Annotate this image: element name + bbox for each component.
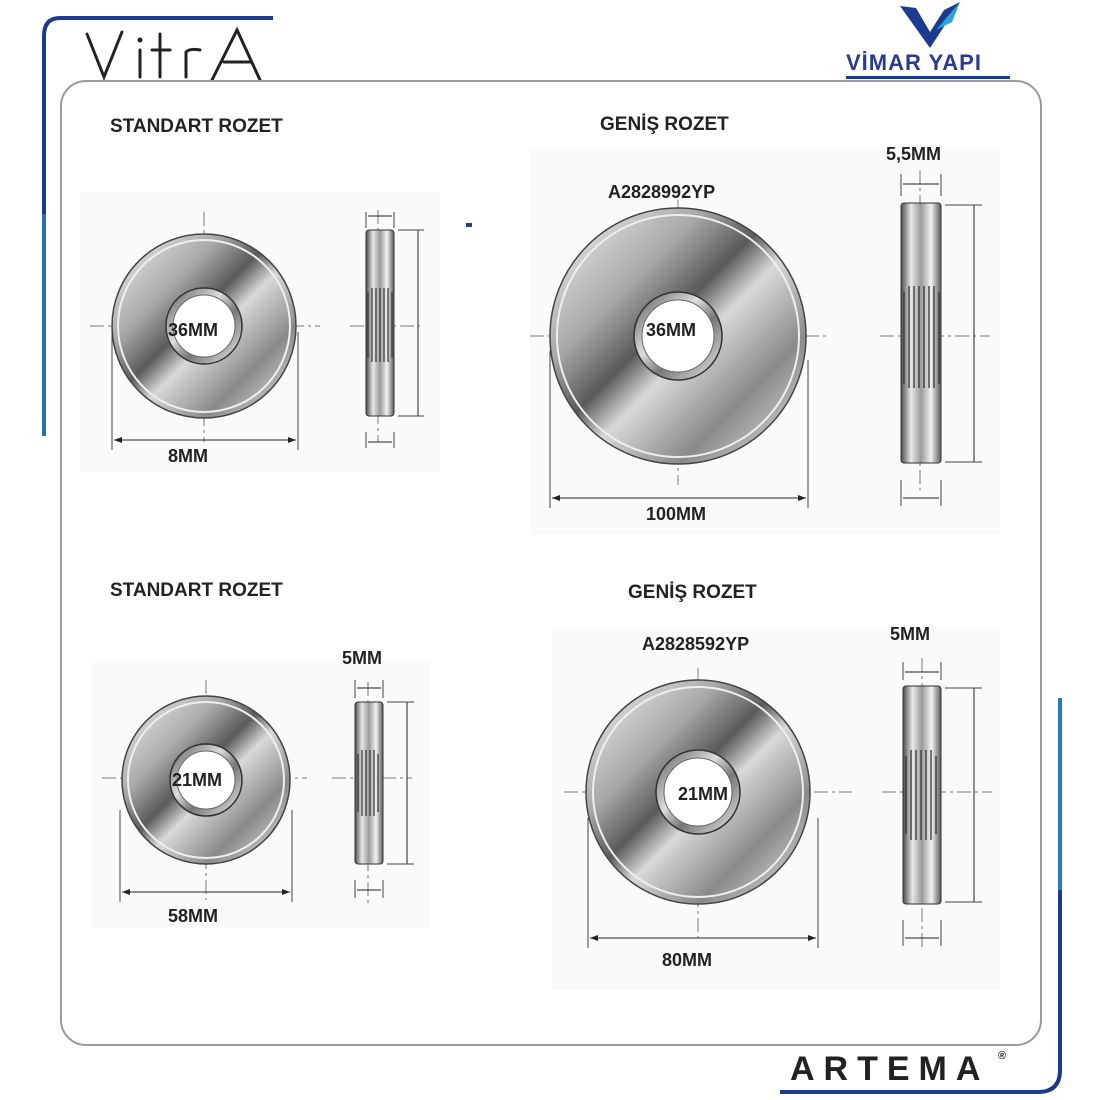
dimension-inner: 21MM bbox=[172, 770, 223, 790]
rozet-photo-standart-58 bbox=[92, 660, 430, 928]
panel-title-standart-top: STANDART ROZET bbox=[110, 116, 283, 137]
dimension-thickness: 5,5MM bbox=[886, 144, 942, 164]
rozet-drawing bbox=[530, 150, 1000, 535]
dimension-outer: 58MM bbox=[168, 906, 219, 926]
product-code: A2828992YP bbox=[608, 182, 716, 202]
vimar-yapi-logo bbox=[840, 0, 1020, 80]
dimension-outer: 80MM bbox=[662, 950, 713, 970]
blue-dash bbox=[466, 223, 472, 227]
dimension-outer: 100MM bbox=[646, 504, 707, 524]
artema-logo: ARTEMA bbox=[790, 1050, 990, 1088]
panel-title-standart-bottom: STANDART ROZET bbox=[110, 580, 283, 601]
rozet-drawing bbox=[92, 660, 430, 928]
dimension-thickness: 5MM bbox=[890, 624, 930, 644]
dimension-inner: 36MM bbox=[168, 320, 219, 340]
rozet-photo-standart-36 bbox=[80, 192, 440, 472]
dimension-thickness: 5MM bbox=[342, 648, 382, 668]
panel-title-genis-bottom: GENİŞ ROZET bbox=[628, 582, 757, 603]
rozet-photo-genis-100 bbox=[530, 150, 1000, 535]
product-code: A2828592YP bbox=[642, 634, 750, 654]
dimension-inner: 36MM bbox=[646, 320, 697, 340]
panel-title-genis-top: GENİŞ ROZET bbox=[600, 114, 729, 135]
rozet-photo-genis-80 bbox=[552, 628, 1000, 990]
dimension-outer: 8MM bbox=[168, 446, 208, 466]
registered-mark: ® bbox=[998, 1050, 1007, 1062]
vimar-yapi-text: VİMAR YAPI bbox=[846, 50, 982, 75]
rozet-drawing bbox=[80, 192, 440, 472]
vitra-logo bbox=[82, 22, 272, 84]
vimar-mark-icon bbox=[840, 0, 1020, 52]
rozet-drawing bbox=[552, 628, 1000, 990]
dimension-inner: 21MM bbox=[678, 784, 729, 804]
